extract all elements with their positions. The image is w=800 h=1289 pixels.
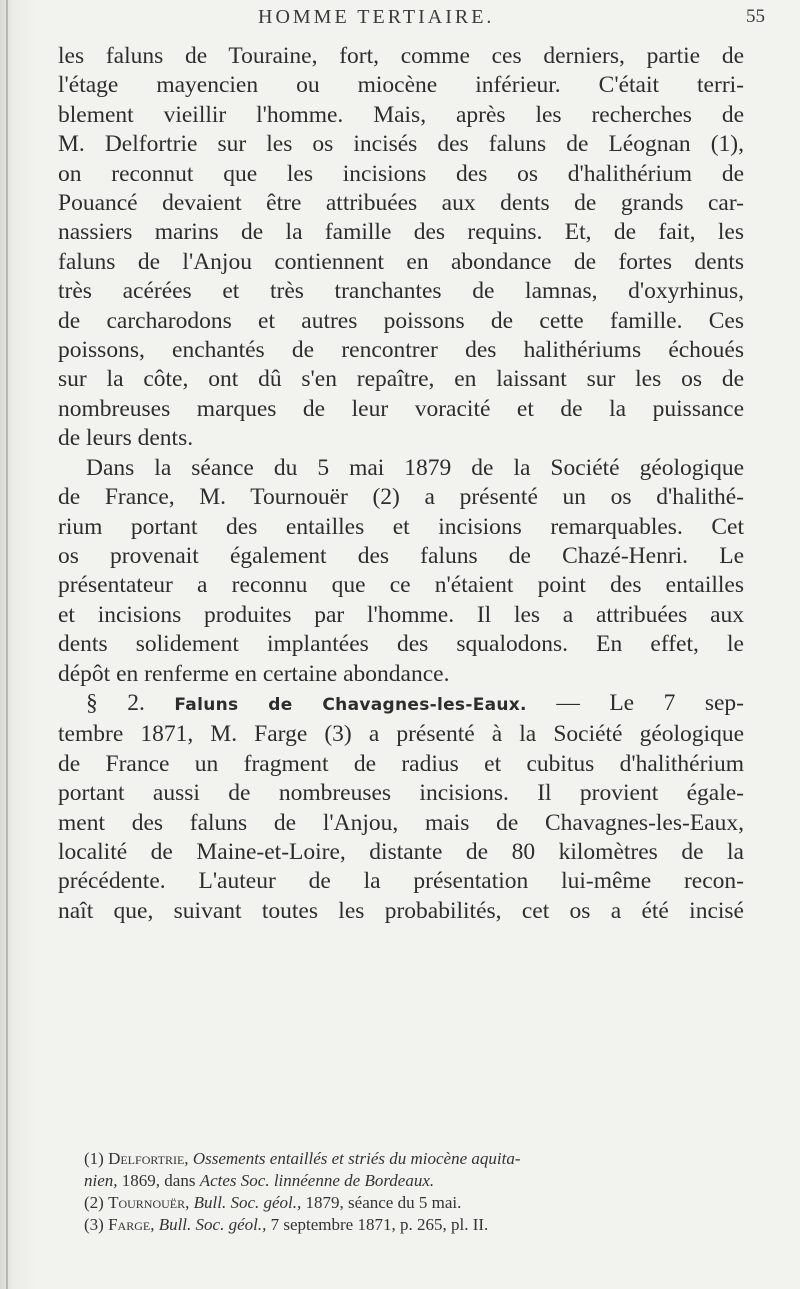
- text-line: dépôt en renferme en certaine abondance.: [58, 660, 450, 687]
- footnote-author: Farge,: [108, 1215, 155, 1234]
- text-line: les faluns de Touraine, fort, comme ces derniers, partie de: [58, 43, 744, 69]
- text-line: ment des faluns de l'Anjou, mais de Chavagnes-les-Eaux,: [58, 809, 744, 836]
- text-line: poissons, enchantés de rencontrer des halithériums échoués: [58, 337, 744, 364]
- text-line: sur la côte, ont dû s'en repaître, en laissant sur les os de: [58, 366, 744, 393]
- paragraph-2: [58, 454, 744, 689]
- text-line: localité de Maine-et-Loire, distante de 80 kilomètres de la: [58, 838, 744, 865]
- footnote-text: 1869, dans: [121, 1171, 196, 1190]
- text-line: blement vieillir l'homme. Mais, après les recherches de: [58, 101, 744, 128]
- text-line: nombreuses marques de leur voracité et de la puissance: [58, 395, 744, 422]
- footnote-journal: Actes Soc. linnéenne de Bordeaux.: [199, 1171, 435, 1190]
- footnote-1-continued: [84, 1170, 744, 1192]
- footnote-text: 1879, séance du 5 mai.: [305, 1193, 462, 1212]
- section-heading-line: [58, 689, 744, 720]
- footnote-title: nien,: [84, 1171, 118, 1190]
- text-line: l'étage mayencien ou miocène inférieur. C'était terri-: [58, 72, 744, 99]
- body-text: [58, 42, 744, 926]
- text-line: on reconnut que les incisions des os d'halithérium de: [58, 160, 744, 187]
- text-line: portant aussi de nombreuses incisions. Il provient égale-: [58, 780, 744, 807]
- text-line: dents solidement implantées des squalodons. En effet, le: [58, 631, 744, 658]
- running-title: HOMME TERTIAIRE.: [258, 6, 495, 28]
- footnote-title: Ossements entaillés et striés du miocène aquita-: [192, 1149, 521, 1168]
- text-line: os provenait également des faluns de Chazé-Henri. Le: [58, 542, 744, 569]
- text-line: de France, M. Tournouër (2) a présenté un os d'halithé-: [58, 484, 744, 511]
- footnote-number: (1): [84, 1149, 104, 1168]
- footnotes: [84, 1148, 744, 1236]
- text-line: tembre 1871, M. Farge (3) a présenté à la Société géologique: [58, 721, 744, 748]
- paragraph-1: [58, 42, 744, 454]
- text-line: rium portant des entailles et incisions remarquables. Cet: [58, 513, 744, 540]
- text-fragment: — Le 7 sep-: [556, 689, 744, 716]
- text-line: de leurs dents.: [58, 425, 194, 452]
- footnote-2: [84, 1192, 744, 1214]
- text-line: de France un fragment de radius et cubitus d'halithérium: [58, 750, 744, 777]
- paragraph-3: [58, 689, 744, 926]
- page-gutter-shadow: [6, 0, 8, 1289]
- section-title: Faluns de Chavagnes-les-Eaux.: [174, 694, 527, 715]
- footnote-author: Delfortrie,: [108, 1149, 189, 1168]
- text-line: faluns de l'Anjou contiennent en abondance de fortes dents: [58, 248, 744, 275]
- page-number: 55: [746, 6, 765, 27]
- footnote-number: (3): [84, 1215, 104, 1234]
- text-line: précédente. L'auteur de la présentation lui-même recon-: [58, 868, 744, 895]
- text-line: Pouancé devaient être attribuées aux dents de grands car-: [58, 190, 744, 217]
- text-line: M. Delfortrie sur les os incisés des faluns de Léognan (1),: [58, 131, 744, 158]
- text-line: naît que, suivant toutes les probabilités, cet os a été incisé: [58, 897, 744, 924]
- footnote-1: [84, 1148, 744, 1170]
- footnote-journal: Bull. Soc. géol.,: [193, 1193, 302, 1212]
- text-line: nassiers marins de la famille des requins. Et, de fait, les: [58, 219, 744, 246]
- footnote-number: (2): [84, 1193, 104, 1212]
- text-line: présentateur a reconnu que ce n'étaient point des entailles: [58, 572, 744, 599]
- text-line: Dans la séance du 5 mai 1879 de la Société géologique: [86, 454, 744, 481]
- footnote-journal: Bull. Soc. géol.,: [158, 1215, 267, 1234]
- section-mark: § 2.: [86, 689, 145, 716]
- text-line: de carcharodons et autres poissons de cette famille. Ces: [58, 307, 744, 334]
- footnote-text: 7 septembre 1871, p. 265, pl. II.: [270, 1215, 489, 1234]
- footnote-3: [84, 1214, 744, 1236]
- page-header: [0, 6, 800, 32]
- footnote-author: Tournouër,: [108, 1193, 190, 1212]
- text-line: très acérées et très tranchantes de lamnas, d'oxyrhinus,: [58, 278, 744, 305]
- text-line: et incisions produites par l'homme. Il les a attribuées aux: [58, 601, 744, 628]
